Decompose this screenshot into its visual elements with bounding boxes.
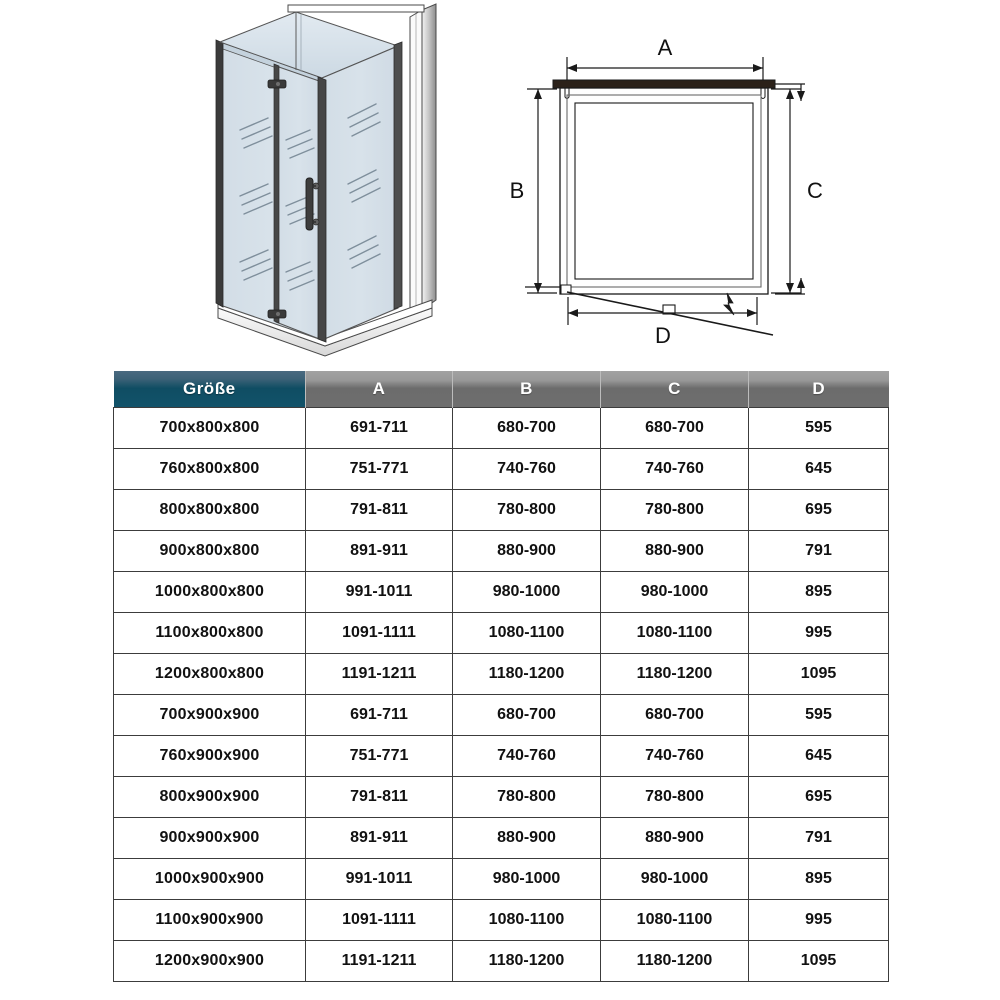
wall-profile [410,4,436,316]
cell-d: 791 [749,818,889,859]
cell-a: 1091-1111 [306,613,453,654]
cell-a: 991-1011 [306,572,453,613]
column-header-b: B [453,371,601,408]
cell-c: 1180-1200 [601,654,749,695]
cell-d: 695 [749,777,889,818]
cell-a: 1091-1111 [306,900,453,941]
cell-b: 1180-1200 [453,654,601,695]
table-row [114,859,889,900]
dimension-label-d: D [655,323,671,348]
table-row [114,818,889,859]
cell-d: 1095 [749,941,889,982]
cell-size: 1100x900x900 [114,900,306,941]
swing-direction-arrow [724,293,734,315]
size-dimensions-table [113,371,889,982]
cell-d: 595 [749,408,889,449]
cell-c: 1180-1200 [601,941,749,982]
cell-c: 740-760 [601,736,749,777]
table-row [114,654,889,695]
column-header-d: D [749,371,889,408]
cell-b: 1080-1100 [453,900,601,941]
cell-size: 1200x900x900 [114,941,306,982]
cell-c: 880-900 [601,818,749,859]
cell-b: 740-760 [453,736,601,777]
cell-b: 780-800 [453,490,601,531]
cell-d: 645 [749,736,889,777]
cell-c: 1080-1100 [601,613,749,654]
cell-size: 900x900x900 [114,818,306,859]
cell-d: 995 [749,900,889,941]
dimension-b [527,89,557,293]
cell-b: 1080-1100 [453,613,601,654]
table-row [114,449,889,490]
cell-a: 891-911 [306,818,453,859]
enclosure-outline [560,88,768,294]
cell-b: 680-700 [453,408,601,449]
table-row [114,572,889,613]
cell-d: 895 [749,572,889,613]
cell-size: 800x900x900 [114,777,306,818]
cell-d: 695 [749,490,889,531]
lower-hinge [268,310,286,318]
upper-wall-rail [288,5,424,12]
cell-c: 680-700 [601,408,749,449]
cell-c: 1080-1100 [601,900,749,941]
cell-b: 880-900 [453,818,601,859]
hinge-markers [565,88,765,99]
column-header-c: C [601,371,749,408]
dimension-label-c: C [807,178,823,203]
upper-hinge [268,80,286,88]
column-header-size: Größe [114,371,306,408]
cell-b: 880-900 [453,531,601,572]
cell-c: 780-800 [601,490,749,531]
cell-size: 760x900x900 [114,736,306,777]
table-row [114,531,889,572]
cell-size: 900x800x800 [114,531,306,572]
cell-b: 980-1000 [453,859,601,900]
cell-c: 680-700 [601,695,749,736]
cell-d: 995 [749,613,889,654]
cell-a: 691-711 [306,695,453,736]
cell-d: 1095 [749,654,889,695]
cell-size: 760x800x800 [114,449,306,490]
table-row [114,613,889,654]
front-fixed-panel [318,42,402,342]
cell-d: 791 [749,531,889,572]
cell-c: 980-1000 [601,572,749,613]
top-glass-bar [553,80,775,88]
cell-a: 751-771 [306,449,453,490]
cell-a: 791-811 [306,490,453,531]
cell-a: 691-711 [306,408,453,449]
cell-size: 1000x900x900 [114,859,306,900]
table-body [114,408,889,982]
cell-b: 980-1000 [453,572,601,613]
cell-size: 1200x800x800 [114,654,306,695]
iso-shower-enclosure-drawing [200,0,480,370]
cell-d: 595 [749,695,889,736]
cell-a: 991-1011 [306,859,453,900]
table-header-row [114,371,889,408]
cell-b: 780-800 [453,777,601,818]
cell-c: 980-1000 [601,859,749,900]
table-row [114,736,889,777]
cell-size: 1100x800x800 [114,613,306,654]
cell-a: 751-771 [306,736,453,777]
table-row [114,900,889,941]
column-header-a: A [306,371,453,408]
hinged-door-panel [268,64,322,340]
dimension-label-b: B [509,178,525,203]
cell-a: 1191-1211 [306,654,453,695]
table-row [114,695,889,736]
cell-size: 700x900x900 [114,695,306,736]
dimension-label-a: A [657,35,673,60]
plan-view-dimension-drawing [505,35,850,355]
cell-a: 891-911 [306,531,453,572]
cell-b: 1180-1200 [453,941,601,982]
cell-a: 791-811 [306,777,453,818]
cell-d: 645 [749,449,889,490]
product-diagram-area [0,0,1000,370]
table-row [114,941,889,982]
table-row [114,490,889,531]
dimension-c [771,89,801,293]
cell-d: 895 [749,859,889,900]
cell-a: 1191-1211 [306,941,453,982]
cell-b: 740-760 [453,449,601,490]
cell-c: 740-760 [601,449,749,490]
cell-size: 700x800x800 [114,408,306,449]
table-row [114,777,889,818]
cell-c: 880-900 [601,531,749,572]
cell-c: 780-800 [601,777,749,818]
cell-size: 800x800x800 [114,490,306,531]
table-row [114,408,889,449]
cell-size: 1000x800x800 [114,572,306,613]
cell-b: 680-700 [453,695,601,736]
